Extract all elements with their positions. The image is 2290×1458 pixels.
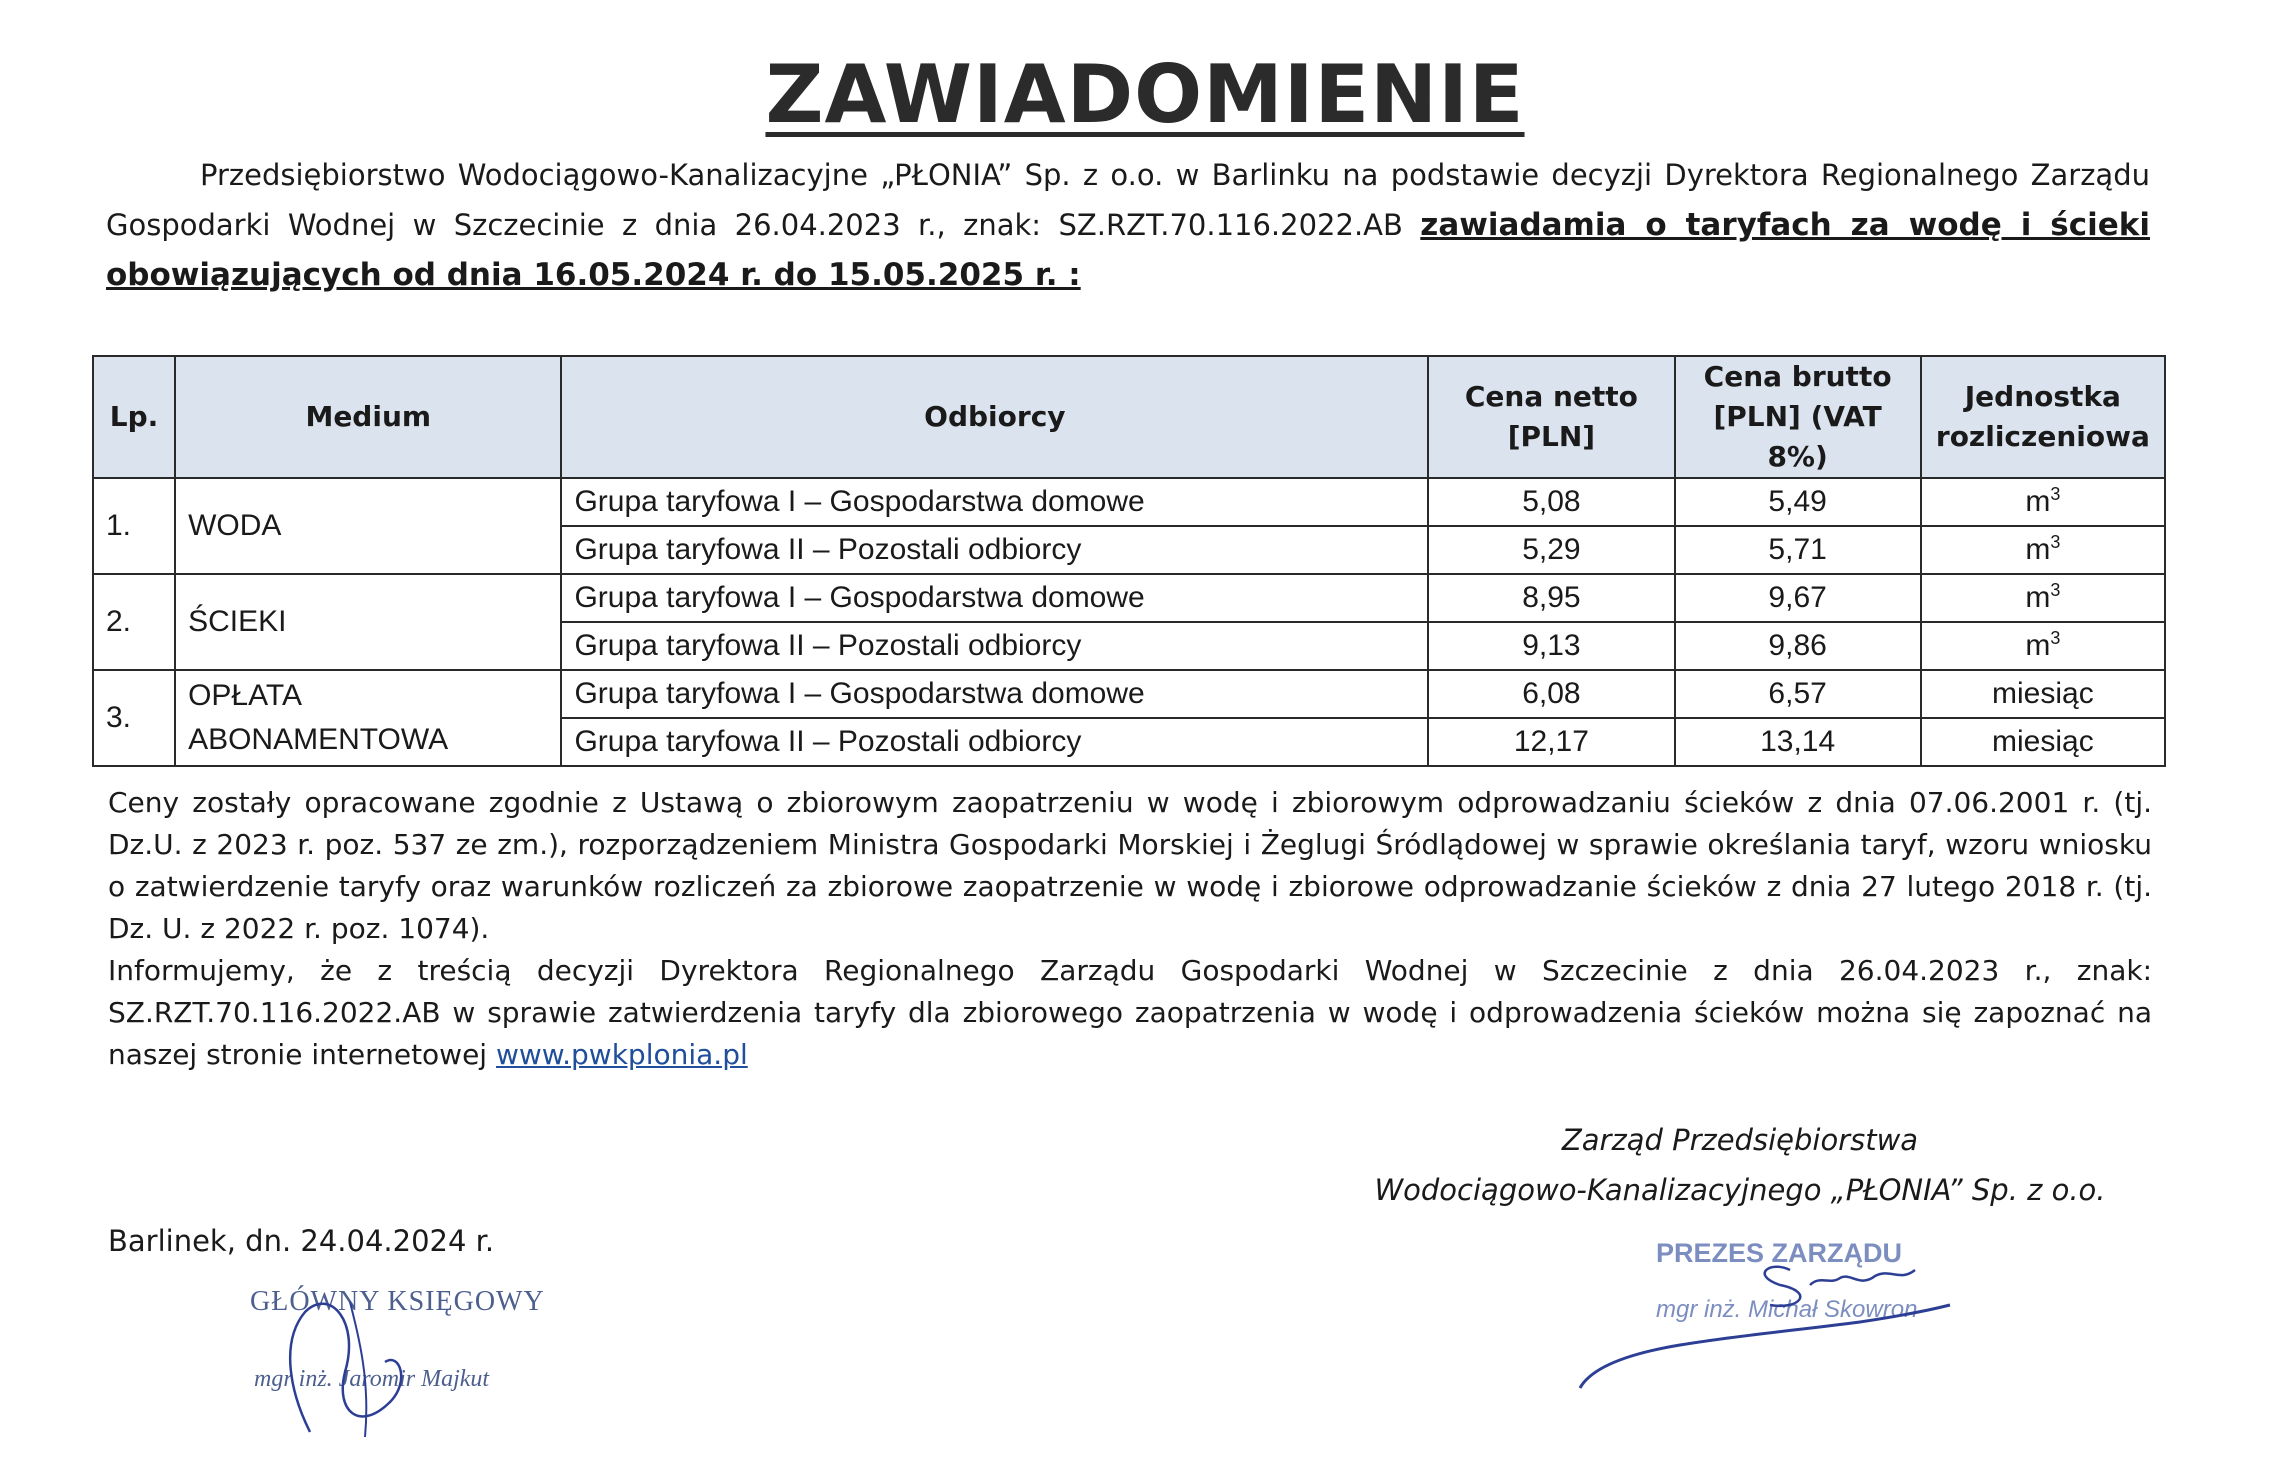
row-brutto: 13,14 (1675, 718, 1921, 766)
stamp-title: PREZES ZARZĄDU (1656, 1238, 1903, 1268)
row-unit: $m^3$ (1921, 526, 2165, 574)
row-netto: 5,29 (1428, 526, 1674, 574)
board-line-2: Wodociągowo-Kanalizacyjnego „PŁONIA” Sp. z o.o. (1374, 1173, 2106, 1207)
paragraph-prices: Ceny zostały opracowane zgodnie z Ustawą o zbiorowym zaopatrzeniu w wodę i zbiorowym odprowadzaniu ścieków z dnia 07.06.2001 r. (tj. Dz.U. z 2023 r. poz. 537 ze zm.), rozporządzeniem Ministra Gospodarki Morskiej i Żeglugi Śródlądowej w sprawie określania taryf, wzoru wniosku o zatwierdzenie taryfy oraz warunków rozliczeń za zbiorowe zaopatrzenie w wodę i zbiorowe odprowadzanie ścieków z dnia 27 lutego 2018 r. (tj. Dz. U. z 2022 r. poz. 1074). (108, 786, 2152, 945)
row-medium: OPŁATA ABONAMENTOWA (175, 670, 561, 766)
row-odbiorcy: Grupa taryfowa I – Gospodarstwa domowe (561, 574, 1428, 622)
row-unit: miesiąc (1921, 718, 2165, 766)
table-row (93, 574, 2165, 622)
table-row (93, 670, 2165, 718)
website-link[interactable]: www.pwkplonia.pl (496, 1038, 748, 1071)
row-netto: 12,17 (1428, 718, 1674, 766)
row-brutto: 6,57 (1675, 670, 1921, 718)
row-odbiorcy: Grupa taryfowa I – Gospodarstwa domowe (561, 670, 1428, 718)
board-signature-block (1300, 1115, 2180, 1215)
legal-basis-text (108, 782, 2152, 1076)
row-brutto: 5,71 (1675, 526, 1921, 574)
row-netto: 5,08 (1428, 478, 1674, 526)
col-unit: Jednostka rozliczeniowa (1921, 356, 2165, 478)
row-odbiorcy: Grupa taryfowa II – Pozostali odbiorcy (561, 622, 1428, 670)
tariff-table (92, 355, 2166, 767)
document-title: ZAWIADOMIENIE (765, 48, 1525, 141)
row-odbiorcy: Grupa taryfowa I – Gospodarstwa domowe (561, 478, 1428, 526)
row-unit: $m^3$ (1921, 574, 2165, 622)
row-netto: 6,08 (1428, 670, 1674, 718)
intro-text: Przedsiębiorstwo Wodociągowo-Kanalizacyjne „PŁONIA” Sp. z o.o. w Barlinku na podstawie decyzji Dyrektora Regionalnego Zarządu Gospodarki Wodnej w Szczecinie z dnia 26.04.2023 r., znak: SZ.RZT.70.116.2022.AB (106, 158, 2150, 242)
chief-accountant-stamp (250, 1282, 550, 1442)
row-unit: $m^3$ (1921, 622, 2165, 670)
row-medium: ŚCIEKI (175, 574, 561, 670)
president-stamp (1640, 1230, 1940, 1350)
col-brutto: Cena brutto [PLN] (VAT 8%) (1675, 356, 1921, 478)
col-netto: Cena netto [PLN] (1428, 356, 1674, 478)
row-netto: 8,95 (1428, 574, 1674, 622)
stamp-name: mgr inż. Michał Skowron (1656, 1296, 1918, 1323)
place-date: Barlinek, dn. 24.04.2024 r. (108, 1224, 495, 1258)
col-medium: Medium (175, 356, 561, 478)
col-lp: Lp. (93, 356, 175, 478)
row-odbiorcy: Grupa taryfowa II – Pozostali odbiorcy (561, 718, 1428, 766)
table-row (93, 478, 2165, 526)
row-lp: 1. (93, 478, 175, 574)
intro-bold-statement: zawiadamia o taryfach za wodę i ścieki obowiązujących od dnia 16.05.2024 r. do 15.05.2025 r. : (106, 207, 2150, 293)
table-header-row (93, 356, 2165, 478)
stamp-name: mgr inż. Jaromir Majkut (254, 1366, 490, 1392)
row-lp: 2. (93, 574, 175, 670)
intro-paragraph (106, 150, 2150, 300)
row-medium: WODA (175, 478, 561, 574)
paragraph-information: Informujemy, że z treścią decyzji Dyrektora Regionalnego Zarządu Gospodarki Wodnej w Szczecinie z dnia 26.04.2023 r., znak: SZ.RZT.70.116.2022.AB w sprawie zatwierdzenia taryfy dla zbiorowego zaopatrzenia w wodę i odprowadzenia ścieków można się zapoznać na naszej stronie internetowej www.pwkplonia.pl (108, 954, 2152, 1071)
row-netto: 9,13 (1428, 622, 1674, 670)
row-brutto: 9,67 (1675, 574, 1921, 622)
row-odbiorcy: Grupa taryfowa II – Pozostali odbiorcy (561, 526, 1428, 574)
row-brutto: 9,86 (1675, 622, 1921, 670)
board-line-1: Zarząd Przedsiębiorstwa (1561, 1123, 1919, 1157)
stamp-title: GŁÓWNY KSIĘGOWY (250, 1286, 545, 1317)
row-brutto: 5,49 (1675, 478, 1921, 526)
row-unit: $m^3$ (1921, 478, 2165, 526)
col-odbiorcy: Odbiorcy (561, 356, 1428, 478)
row-lp: 3. (93, 670, 175, 766)
row-unit: miesiąc (1921, 670, 2165, 718)
